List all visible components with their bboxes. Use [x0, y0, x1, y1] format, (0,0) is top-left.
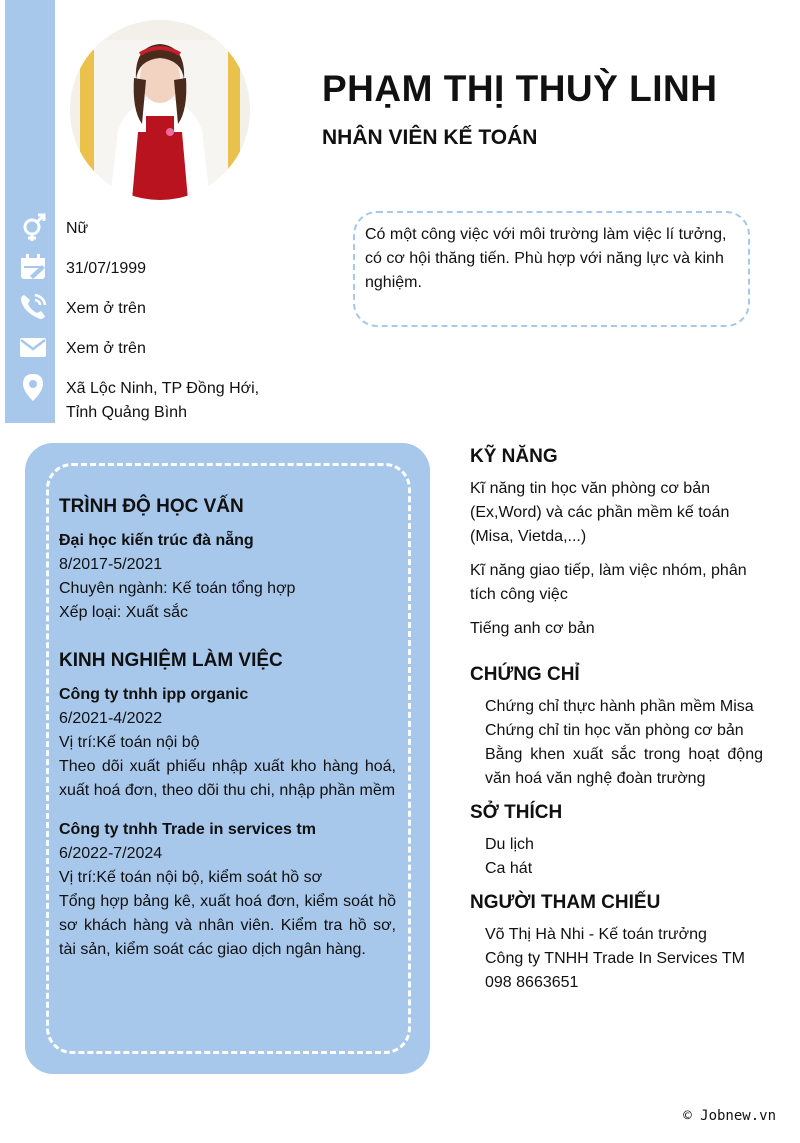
avatar — [70, 20, 250, 200]
address-line-1: Xã Lộc Ninh, TP Đồng Hới, — [66, 380, 260, 397]
phone-text: Xem ở trên — [66, 300, 146, 317]
experience-company: Công ty tnhh Trade in services tm — [59, 821, 316, 838]
education-period: 8/2017-5/2021 — [59, 556, 163, 573]
skill-item: Tiếng anh cơ bản — [470, 620, 595, 637]
experience-position: Vị trí:Kế toán nội bộ — [59, 734, 200, 751]
address-text — [66, 377, 259, 425]
right-column — [470, 443, 763, 995]
email-text: Xem ở trên — [66, 340, 146, 357]
certificate-item: Chứng chỉ tin học văn phòng cơ bản — [485, 722, 744, 739]
education-major: Chuyên ngành: Kế toán tổng hợp — [59, 580, 296, 597]
certificates-list — [470, 695, 763, 791]
career-objective: Có một công việc với môi trường làm việc lí tưởng, có cơ hội thăng tiến. Phù hợp với năng lực và kinh nghiệm. — [353, 211, 750, 327]
hobby-item: Du lịch — [485, 836, 534, 853]
reference-phone: 098 8663651 — [485, 974, 579, 991]
footer-watermark: © Jobnew.vn — [683, 1108, 776, 1124]
address-line-2: Tỉnh Quảng Bình — [66, 404, 187, 421]
experience-item — [59, 818, 396, 962]
email-icon — [18, 332, 48, 362]
portrait-photo — [70, 20, 250, 200]
education-grade: Xếp loại: Xuất sắc — [59, 604, 188, 621]
skills-title: KỸ NĂNG — [470, 446, 558, 467]
calendar-icon — [18, 252, 48, 282]
skill-item: Kĩ năng tin học văn phòng cơ bản (Ex,Word) và các phần mềm kế toán (Misa, Vietda,...) — [470, 480, 730, 545]
certificates-title: CHỨNG CHỈ — [470, 664, 580, 685]
experience-position: Vị trí:Kế toán nội bộ, kiểm soát hồ sơ — [59, 869, 323, 886]
experience-item — [59, 683, 396, 803]
education-experience-content — [59, 493, 396, 962]
hobbies-list — [470, 833, 763, 881]
reference-company: Công ty TNHH Trade In Services TM — [485, 950, 745, 967]
gender-icon — [18, 212, 48, 242]
candidate-name: PHẠM THỊ THUỲ LINH — [322, 68, 718, 109]
birthday-text: 31/07/1999 — [66, 260, 147, 277]
experience-description: Theo dõi xuất phiếu nhập xuất kho hàng hoá, xuất hoá đơn, theo dõi thu chi, nhập phần mềm — [59, 758, 396, 799]
experience-period: 6/2021-4/2022 — [59, 710, 163, 727]
experience-company: Công ty tnhh ipp organic — [59, 686, 249, 703]
references-title: NGƯỜI THAM CHIẾU — [470, 892, 661, 913]
reference-name: Võ Thị Hà Nhi - Kế toán trưởng — [485, 926, 707, 943]
certificate-item: Chứng chỉ thực hành phần mềm Misa — [485, 698, 754, 715]
location-pin-icon — [18, 372, 48, 402]
references-list — [470, 923, 763, 995]
phone-icon — [18, 292, 48, 322]
hobby-item: Ca hát — [485, 860, 533, 877]
experience-title: KINH NGHIỆM LÀM VIỆC — [59, 650, 283, 671]
hobbies-title: SỞ THÍCH — [470, 802, 563, 823]
education-school: Đại học kiến trúc đà nẵng — [59, 532, 254, 549]
job-title: NHÂN VIÊN KẾ TOÁN — [322, 126, 538, 149]
skill-item: Kĩ năng giao tiếp, làm việc nhóm, phân tích công việc — [470, 562, 747, 603]
gender-text: Nữ — [66, 220, 89, 237]
experience-description: Tổng hợp bảng kê, xuất hoá đơn, kiểm soát hồ sơ khách hàng và nhân viên. Kiểm tra hồ sơ, tài sản, kiểm soát các giao dịch ngân hàng. — [59, 893, 396, 958]
experience-period: 6/2022-7/2024 — [59, 845, 163, 862]
education-title: TRÌNH ĐỘ HỌC VẤN — [59, 496, 244, 517]
certificate-item: Bằng khen xuất sắc trong hoạt động văn hoá văn nghệ đoàn trường — [485, 746, 763, 787]
